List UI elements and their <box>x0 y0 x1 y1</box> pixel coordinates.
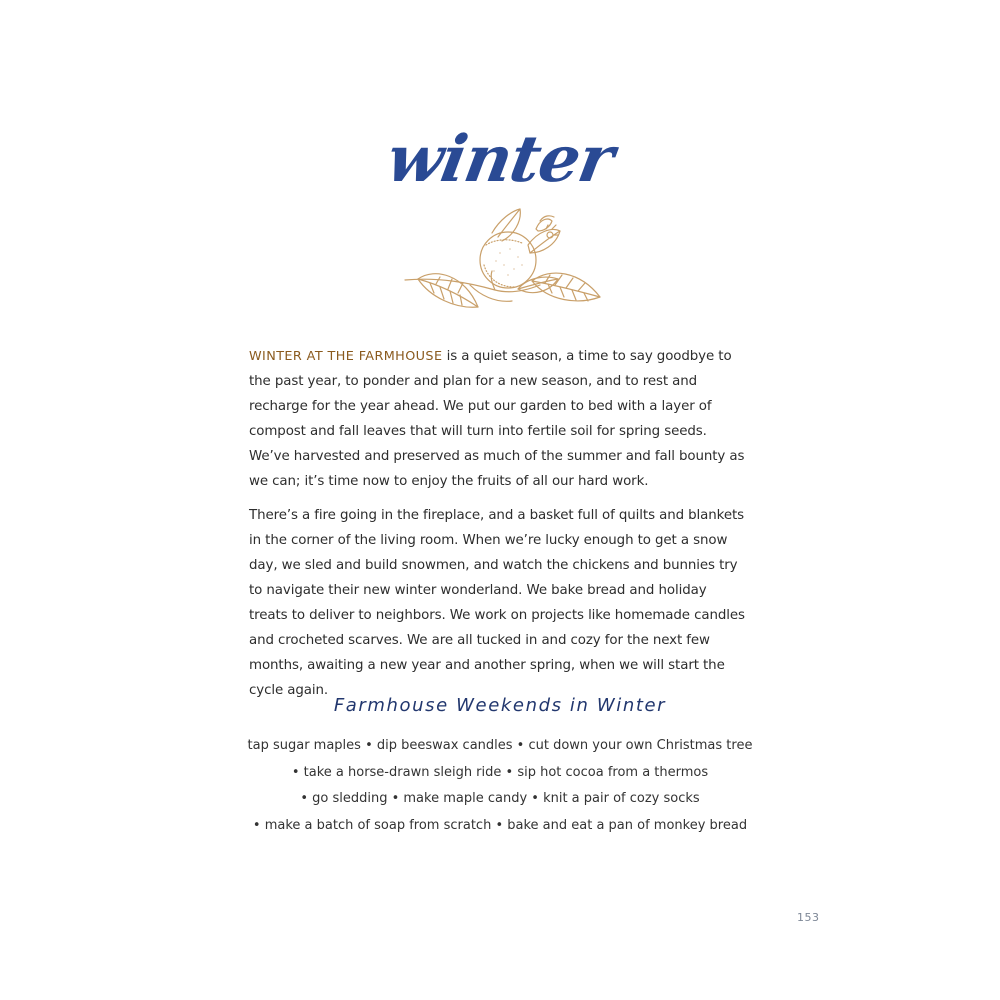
paragraph-1-text: is a quiet season, a time to say goodbye to the past year, to ponder and plan for a new season, and to rest and recharge for the year ahead. We put our garden to bed with a layer of compost and fall leaves that will turn into fertile soil for spring seeds. We’ve harvested and preserved as much of the summer and fall bounty as we can; it’s time now to enjoy the fruits of all our hard work. <box>249 349 745 489</box>
body-text <box>249 344 749 712</box>
activity-line: tap sugar maples • dip beeswax candles • cut down your own Christmas tree <box>247 738 753 753</box>
activity-line: • go sledding • make maple candy • knit a pair of cozy socks <box>300 791 700 806</box>
page-number: 153 <box>797 911 820 924</box>
orange-branch-icon <box>400 205 605 320</box>
section-heading: Farmhouse Weekends in Winter <box>333 695 667 716</box>
paragraph-1 <box>249 344 749 494</box>
lead-in-caps: WINTER AT THE FARMHOUSE <box>249 349 443 364</box>
paragraph-2: There’s a fire going in the fireplace, and a basket full of quilts and blankets in the corner of the living room. When we’re lucky enough to get a snow day, we sled and build snowmen, and watch the chickens and bunnies try to navigate their new winter wonderland. We bake bread and holiday treats to deliver to neighbors. We work on projects like homemade candles and crocheted scarves. We are all tucked in and cozy for the next few months, awaiting a new year and another spring, when we will start the cycle again. <box>249 508 745 698</box>
activity-list <box>200 733 800 839</box>
activity-line: • make a batch of soap from scratch • bake and eat a pan of monkey bread <box>252 817 748 833</box>
activity-line: • take a horse-drawn sleigh ride • sip hot cocoa from a thermos <box>291 764 709 780</box>
page-title: winter <box>381 122 619 197</box>
